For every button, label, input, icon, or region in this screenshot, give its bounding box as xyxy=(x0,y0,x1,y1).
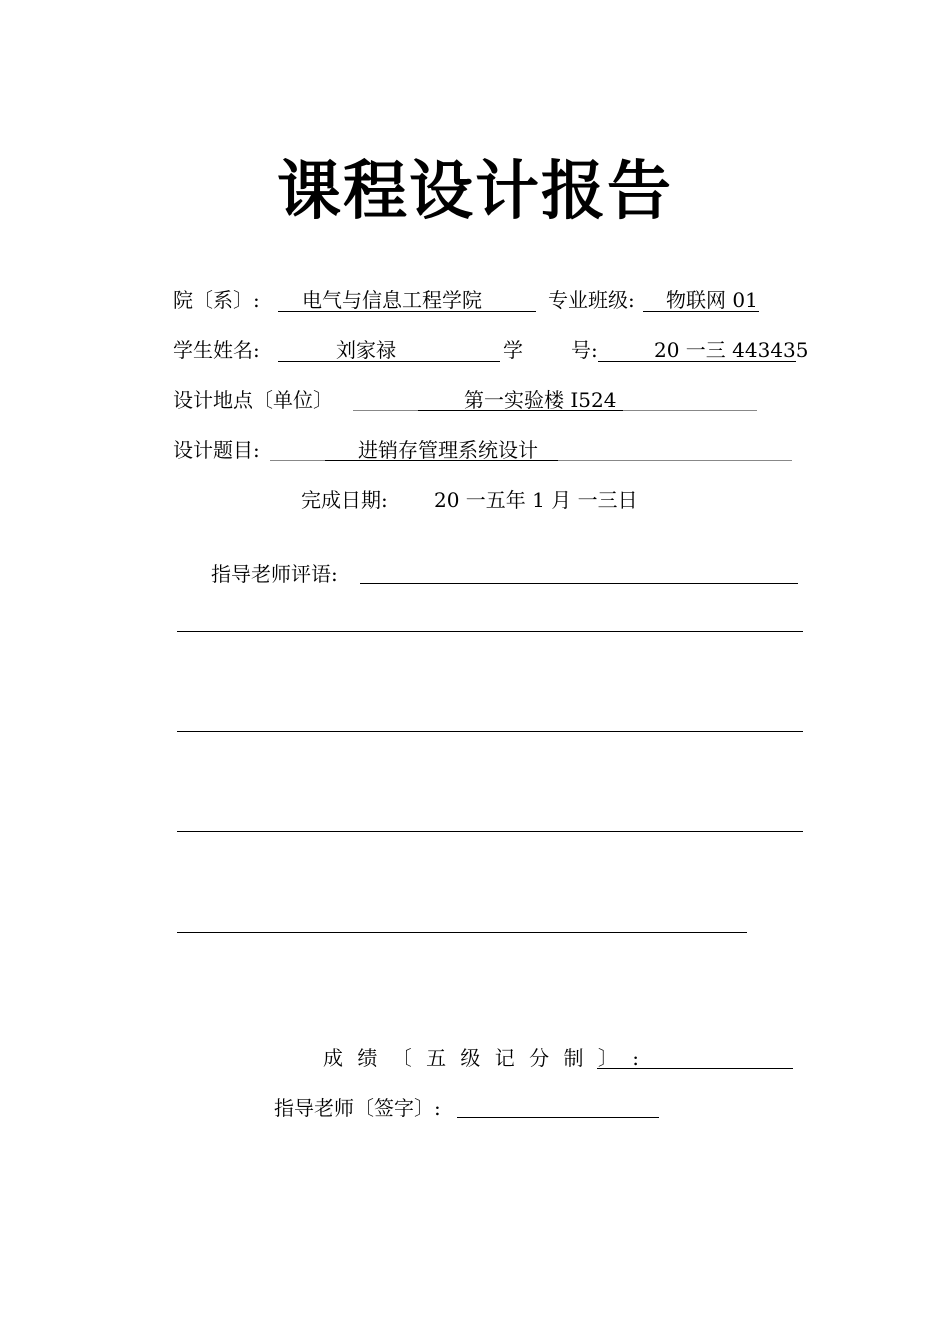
class-underline xyxy=(643,311,759,312)
location-underline-strong xyxy=(418,410,623,411)
comment-line-5 xyxy=(177,932,747,933)
date-value: 20 一五年 1 月 一三日 xyxy=(434,488,638,512)
comment-line-3 xyxy=(177,731,803,732)
topic-underline-strong xyxy=(325,460,558,461)
comment-line-1 xyxy=(360,583,798,584)
comment-line-4 xyxy=(177,831,803,832)
student-name-underline xyxy=(278,361,500,362)
signature-underline xyxy=(457,1117,659,1118)
comments-label: 指导老师评语: xyxy=(211,562,338,586)
location-label: 设计地点〔单位〕 xyxy=(173,388,333,412)
class-value: 物联网 01 xyxy=(666,288,758,312)
student-name-value: 刘家禄 xyxy=(336,338,396,362)
department-underline xyxy=(278,311,536,312)
topic-label: 设计题目: xyxy=(173,438,260,462)
signature-label: 指导老师〔签字〕: xyxy=(274,1096,441,1120)
class-label: 专业班级: xyxy=(548,288,635,312)
grade-underline xyxy=(597,1068,793,1069)
department-label: 院〔系〕: xyxy=(173,288,260,312)
student-id-value: 20 一三 443435 xyxy=(654,338,809,362)
topic-value: 进销存管理系统设计 xyxy=(358,438,538,462)
report-title: 课程设计报告 xyxy=(277,155,673,229)
comment-line-2 xyxy=(177,631,803,632)
date-label: 完成日期: xyxy=(301,488,388,512)
student-name-label: 学生姓名: xyxy=(173,338,260,362)
student-id-label-1: 学 xyxy=(503,338,523,362)
grade-label: 成 绩 〔 五 级 记 分 制 〕 : xyxy=(323,1046,643,1070)
student-id-underline xyxy=(598,361,796,362)
student-id-label-2: 号: xyxy=(571,338,598,362)
department-value: 电气与信息工程学院 xyxy=(302,288,482,312)
location-value: 第一实验楼 I524 xyxy=(464,388,617,412)
